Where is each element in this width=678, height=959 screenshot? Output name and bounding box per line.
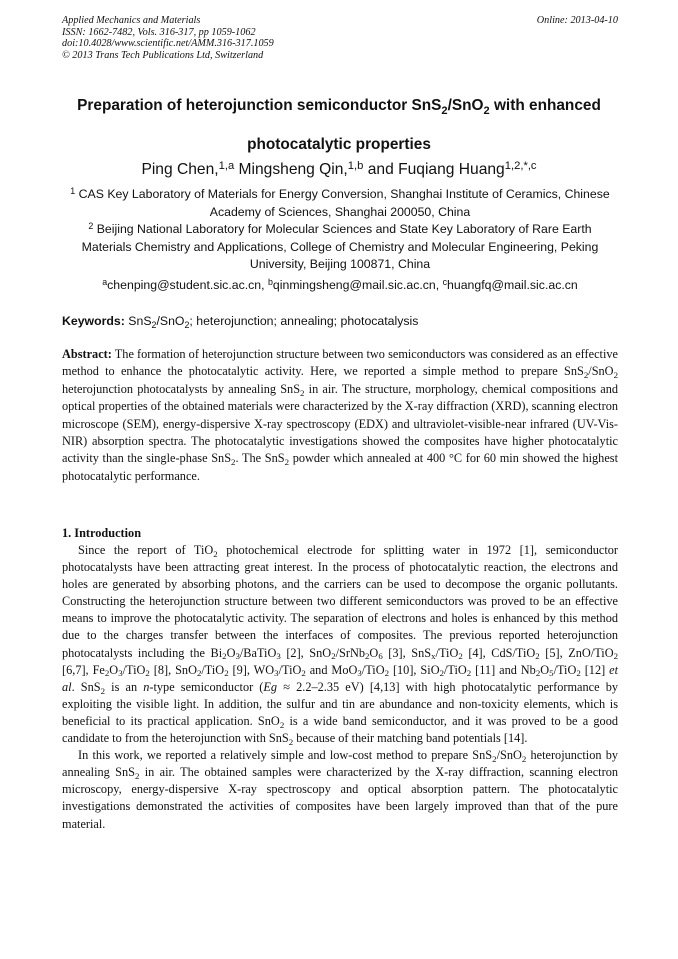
intro-paragraph-1 [62, 542, 618, 747]
intro-text: photochemical electrode for splitting water in 1972 [1], semiconductor photocatalysts have been attracting great interest. In the process of photocatalytic reaction, the electrons and holes are generated by absorbing photons, and the carriers can be used to decompose the organic pollutants. Constructing the heterojunction structure between two different semiconductors was proved to be an effective means to improve the photocatalytic activity. The separation of electrons and holes is enhanced by this method due to the charges transfer between the interfaces of composites. The previous reported heterojunction photocatalysts including the Bi [62, 543, 618, 660]
intro-text: O [540, 662, 550, 677]
affiliations [62, 186, 618, 274]
keywords [62, 313, 618, 330]
intro-text: [5], ZnO/TiO [539, 645, 614, 660]
author-emails [62, 277, 618, 294]
intro-text: . SnS [71, 679, 101, 694]
intro-subscript: 2 [222, 651, 227, 662]
intro-text: [6,7], Fe [62, 662, 105, 677]
section-heading-introduction: 1. Introduction [62, 526, 142, 540]
intro-subscript: 3 [274, 668, 279, 679]
intro-text: /TiO [444, 662, 467, 677]
intro-italic-text: Eg [263, 679, 278, 694]
intro-subscript: 2 [535, 651, 540, 662]
intro-text: [8], SnO [149, 662, 197, 677]
journal-issn: ISSN: 1662-7482, Vols. 316-317, pp 1059-1062 [62, 26, 256, 38]
intro-subscript: 2 [365, 651, 370, 662]
journal-doi: doi:10.4028/www.scientific.net/AMM.316-317.1059 [62, 38, 274, 50]
intro-subscript: 2 [384, 668, 390, 679]
keywords-label: Keywords: [62, 314, 125, 328]
intro-subscript: 2 [466, 668, 472, 679]
intro-subscript: 2 [458, 651, 463, 662]
intro-subscript: 2 [104, 668, 110, 679]
intro-text: [10], SiO [389, 662, 440, 677]
journal-name: Applied Mechanics and Materials [62, 15, 201, 26]
author-name: Fuqiang Huang [398, 161, 505, 178]
email-address: chenping@student.sic.ac.cn, [107, 278, 268, 292]
intro-subscript: 2 [279, 719, 285, 730]
intro-subscript: 2 [535, 668, 541, 679]
intro-subscript: 2 [288, 736, 294, 747]
abstract-subscript: 2 [231, 457, 236, 468]
intro-text: O [109, 662, 119, 677]
abstract-text: /SnO [588, 364, 614, 379]
intro-text: is a wide band semiconductor, and it was proved to be a good candidate to from the heterojunction with SnS [62, 713, 618, 746]
intro-text: O [369, 645, 379, 660]
title-text: with enhanced photocatalytic properties [247, 97, 601, 153]
abstract-subscript: 2 [583, 370, 589, 381]
journal-header [62, 15, 618, 61]
email-sup: a [102, 277, 108, 288]
intro-subscript: 3 [276, 651, 281, 662]
journal-copyright: © 2013 Trans Tech Publications Ltd, Switzerland [62, 49, 264, 61]
intro-subscript: 6 [378, 651, 383, 662]
intro-subscript: 2 [100, 685, 106, 696]
paper-title [40, 86, 638, 164]
keywords-subscript: 2 [151, 319, 157, 330]
intro-subscript: 2 [196, 668, 202, 679]
title-text: /SnO [447, 97, 484, 114]
intro-text: ≈ 2.2–2.35 eV) [4,13] with high photocatalytic performance by exploiting the visible light. In addition, the sulfur and tin are abundance and non-toxicity elements, which is beneficial to its practical application. SnO [62, 679, 619, 728]
intro-text: [2], SnO [280, 645, 332, 660]
author-affil-sup: 1,2,*,c [504, 159, 537, 172]
intro-subscript: 3 [357, 668, 362, 679]
introduction-body [62, 542, 618, 833]
intro-text: is an [105, 679, 144, 694]
email-sup: b [267, 277, 273, 288]
abstract-label: Abstract: [62, 347, 112, 361]
intro-text: In this work, we reported a relatively simple and low-cost method to prepare SnS [78, 748, 493, 763]
abstract-text: . The SnS [235, 451, 285, 466]
author-name: Ping Chen, [141, 161, 219, 178]
email-sup: c [442, 277, 448, 288]
intro-italic-text: n [143, 679, 150, 694]
affiliation-text: Beijing National Laboratory for Molecular Sciences and State Key Laboratory of Rare Earth Materials Chemistry and Applications, College of Chemistry and Molecular Engineering, Peking University, Beijing 100871, China [81, 222, 599, 272]
email-address: qinmingsheng@mail.sic.ac.cn, [272, 278, 443, 292]
affiliation-sup: 2 [88, 221, 94, 232]
affiliation-1 [62, 186, 618, 221]
abstract-text: heterojunction photocatalysts by annealing SnS [62, 381, 301, 396]
intro-text: /SrNb [335, 645, 365, 660]
title-subscript: 2 [441, 104, 448, 117]
affiliation-sup: 1 [70, 186, 76, 197]
intro-subscript: 2 [331, 651, 336, 662]
keywords-subscript: 2 [184, 319, 190, 330]
email-address: huangfq@mail.sic.ac.cn [447, 278, 578, 292]
intro-subscript: 2 [439, 668, 444, 679]
intro-subscript: 2 [145, 668, 150, 679]
intro-text: because of their matching band potentials [14]. [293, 731, 528, 746]
author-affil-sup: 1,b [347, 159, 364, 172]
author-affil-sup: 1,a [218, 159, 235, 172]
online-date: Online: 2013-04-10 [536, 15, 618, 26]
intro-text: /TiO [435, 645, 459, 660]
intro-text: [4], CdS/TiO [462, 645, 536, 660]
intro-text: /TiO [361, 662, 385, 677]
intro-subscript: 2 [492, 753, 497, 764]
intro-text: O [226, 645, 236, 660]
intro-text: /TiO [278, 662, 302, 677]
author-list [40, 159, 638, 181]
intro-italic-text: et al [62, 662, 618, 694]
journal-info [62, 15, 618, 61]
intro-subscript: 2 [213, 548, 218, 559]
abstract-subscript: 2 [613, 370, 618, 381]
intro-text: and MoO [305, 662, 358, 677]
author-and: and [367, 161, 394, 178]
abstract-subscript: 2 [284, 457, 290, 468]
intro-subscript: 2 [134, 771, 140, 782]
intro-text: heterojunction by annealing SnS [62, 748, 618, 780]
intro-subscript: 3 [118, 668, 123, 679]
abstract-text: The formation of heterojunction structure between two semiconductors was considered as an effective method to enhance the photocatalytic activity. Here, we reported a simple method to prepare SnS [62, 347, 618, 379]
intro-subscript: 2 [576, 668, 581, 679]
intro-text: -type semiconductor ( [149, 679, 264, 694]
intro-text: /BaTiO [239, 645, 277, 660]
title-text: Preparation of heterojunction semiconductor SnS [77, 97, 442, 114]
intro-subscript: 5 [549, 668, 554, 679]
intro-subscript: 2 [521, 753, 527, 764]
affiliation-2 [62, 221, 618, 274]
intro-text: [12] [580, 662, 610, 677]
intro-text: [3], SnS [382, 645, 432, 660]
intro-subscript: x [431, 651, 436, 662]
author-name: Mingsheng Qin, [238, 161, 348, 178]
intro-subscript: 2 [301, 668, 306, 679]
intro-text: /TiO [553, 662, 577, 677]
intro-text: /TiO [122, 662, 146, 677]
keywords-text: /SnO [156, 314, 185, 328]
abstract-text: in air. The structure, morphology, chemical compositions and optical properties of the obtained materials were characterized by the X-ray diffraction (XRD), scanning electron microscope (SEM), energy-dispersive X-ray spectroscopy (EDX) and ultraviolet-visible-near infrared (UV-Vis-NIR) absorption spectra. The photocatalytic investigations showed the composites have higher photocatalytic activity than the single-phase SnS [62, 381, 618, 466]
abstract [62, 346, 618, 485]
intro-text: /SnO [496, 748, 522, 763]
intro-text: /TiO [201, 662, 225, 677]
title-subscript: 2 [483, 104, 490, 117]
intro-text: [9], WO [228, 662, 275, 677]
intro-text: in air. The obtained samples were characterized by the X-ray diffraction, scanning electron microscopy, energy-dispersive X-ray spectroscopy and optical absorption pattern. The photocatalytic investigations demonstrated the activities of composites have been largely improved than that of the pure material. [62, 765, 618, 831]
intro-subscript: 2 [224, 668, 229, 679]
intro-text: Since the report of TiO [78, 543, 214, 557]
abstract-text: powder which annealed at 400 °C for 60 min showed the highest photocatalytic performance. [62, 451, 618, 483]
abstract-subscript: 2 [300, 387, 305, 398]
intro-text: [11] and Nb [471, 662, 536, 677]
intro-subscript: 3 [235, 651, 240, 662]
affiliation-text: CAS Key Laboratory of Materials for Energy Conversion, Shanghai Institute of Ceramics, Chinese Academy of Sciences, Shanghai 200050, China [78, 187, 610, 219]
intro-paragraph-2 [62, 747, 618, 832]
keywords-text: SnS [124, 314, 152, 328]
intro-subscript: 2 [613, 651, 619, 662]
keywords-text: ; heterojunction; annealing; photocatalysis [189, 314, 419, 328]
